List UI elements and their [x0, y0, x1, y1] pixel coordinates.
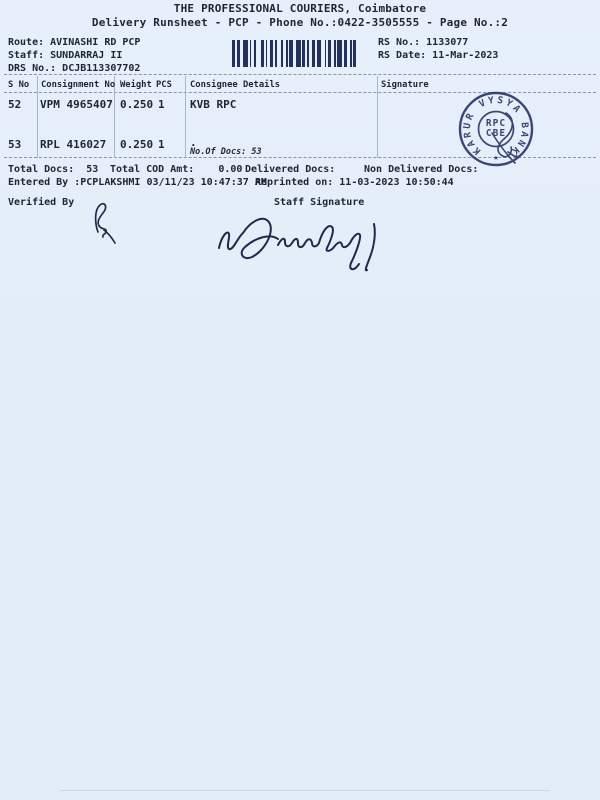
- total-cod-amount: Total COD Amt: 0.00: [110, 164, 243, 175]
- col-header-signature: Signature: [381, 80, 429, 90]
- rs-no-field: RS No.: 1133077: [378, 37, 469, 48]
- table-column-divider: [185, 76, 186, 158]
- stamp-star-icon: ★: [493, 153, 499, 163]
- dashed-divider-header: [4, 92, 596, 93]
- karur-vysya-bank-stamp: [460, 93, 532, 165]
- cell-pcs: 1: [158, 98, 165, 111]
- cell-consignment: RPL 416027: [40, 138, 107, 151]
- route-field: Route: AVINASHI RD PCP: [8, 37, 141, 48]
- cell-pcs: 1: [158, 138, 165, 151]
- drs-no-field: DRS No.: DCJB113307702: [8, 63, 141, 74]
- verified-by-signature: [96, 204, 115, 243]
- delivered-docs: Delivered Docs:: [245, 164, 336, 175]
- staff-field: Staff: SUNDARRAJ II: [8, 50, 123, 61]
- rs-date-field: RS Date: 11-Mar-2023: [378, 50, 499, 61]
- cell-consignee: KVB RPC: [190, 98, 237, 111]
- dashed-divider-top: [4, 74, 596, 75]
- total-docs: Total Docs: 53: [8, 164, 99, 175]
- stamp-ring-text: KARUR VYSYA BANK: [461, 94, 531, 158]
- stamp-center-line2: CBE: [485, 128, 507, 139]
- document-subtitle: Delivery Runsheet - PCP - Phone No.:0422-3505555 - Page No.:2: [91, 16, 509, 29]
- col-header-pcs: PCS: [156, 80, 172, 90]
- cell-weight: 0.250: [120, 98, 154, 111]
- col-header-consignment: Consignment No: [41, 80, 116, 90]
- cell-consignee: .: [190, 136, 197, 149]
- docs-count-note: No.Of Docs: 53: [190, 147, 262, 157]
- scan-bottom-edge: [60, 790, 550, 791]
- cell-weight: 0.250: [120, 138, 154, 151]
- barcode: [232, 40, 360, 67]
- staff-signature: [219, 219, 375, 271]
- col-header-weight: Weight: [120, 80, 152, 90]
- stamp-center-line1: RPC: [485, 118, 507, 129]
- col-header-sno: S No: [8, 80, 30, 90]
- verified-by-label: Verified By: [8, 197, 75, 208]
- document-title: THE PROFESSIONAL COURIERS, Coimbatore: [173, 2, 427, 15]
- dashed-divider-bottom: [4, 157, 596, 158]
- non-delivered-docs: Non Delivered Docs:: [364, 164, 479, 175]
- stamp-outer-ring: [460, 93, 532, 165]
- table-column-divider: [37, 76, 38, 158]
- col-header-consignee: Consignee Details: [190, 80, 281, 90]
- stamp-signature-scribble: [492, 113, 517, 163]
- reprinted-on: Reprinted on: 11-03-2023 10:50:44: [255, 177, 454, 188]
- stamp-inner-ring: [479, 112, 514, 147]
- cell-sno: 52: [8, 98, 22, 111]
- cell-sno: 53: [8, 138, 22, 151]
- staff-signature-label: Staff Signature: [274, 197, 365, 208]
- cell-consignment: VPM 4965407: [40, 98, 113, 111]
- table-column-divider: [377, 76, 378, 158]
- entered-by: Entered By :PCPLAKSHMI 03/11/23 10:47:37 AM: [8, 177, 267, 188]
